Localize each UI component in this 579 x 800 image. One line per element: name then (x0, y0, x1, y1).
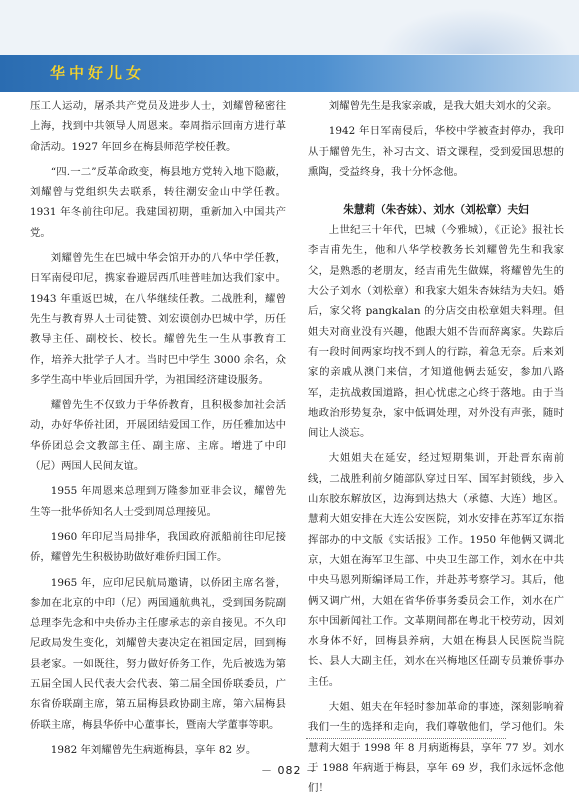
page-header (0, 0, 579, 92)
paragraph: 刘耀曾先生在巴城中华会馆开办的八华中学任教，日军南侵印尼，携家眷避居西爪哇普哇加达我们家中。1943 年重返巴城，在八华继续任教。二战胜利，耀曾先生与教育界人士司徒赞、刘宏谟创办巴城中学，历任教导主任、副校长、校长。耀曾先生一生从事教育工作，培养大批学子人才。当时巴中学生 3000 余名，众多学生高中毕业后回国升学，为祖国经济建设服务。 (30, 252, 286, 386)
page-number: － 082 － (261, 764, 318, 777)
left-column (30, 96, 286, 760)
paragraph: 1942 年日军南侵后，华校中学被查封停办，我印从于耀曾先生，补习古文、语文课程，受到爱国思想的熏陶，受益终身，我十分怀念他。 (308, 125, 564, 178)
header-decoration (380, 8, 570, 54)
paragraph: 耀曾先生不仅致力于华侨教育，且积极参加社会活动，办好华侨社团，开展团结爱国工作，历任雅加达中华侨团总会文教部主任、副主席、主席。增进了中印（尼）两国人民间友谊。 (30, 399, 286, 473)
footer-divider (306, 738, 506, 739)
magazine-title: 华中好儿女 (50, 64, 146, 82)
paragraph: 大姐姐夫在延安，经过短期集训，开赴晋东南前线，二战胜利前夕随部队穿过日军、国军封锁线，步入山东胶东解放区，边海到达热大（承德、大连）地区。慧莉大姐安排在大连公安医院，刘水安排在苏军辽东指挥部办的中文版《实话报》工作。1950 年他俩又调北京，大姐在海军卫生部、中央卫生部工作，刘水在中共中央马恩列斯编译局工作，并赴苏考察学习。其后，他俩又调广州，大姐在省华侨事务委员会工作，刘水在广东中国新闻社工作。文革期间都在粤北干校劳动，因刘水身体不好，回梅县养病，大姐在梅县人民医院当院长、县人大副主任，刘水在兴梅地区任副专员兼侨事办主任。 (308, 452, 564, 688)
section-heading: 朱慧莉（朱杏妹）、刘水（刘松章）夫妇 (343, 204, 529, 217)
paragraph: 刘耀曾先生是我家亲戚，是我大姐夫刘水的父亲。 (328, 100, 558, 112)
paragraph: 1965 年，应印尼民航局邀请，以侨团主席名誉，参加在北京的中印（尼）两国通航典礼，受到国务院副总理李先念和中央侨办主任廖承志的亲自接见。不久印尼政局发生变化，刘耀曾夫妻决定在祖国定居，回到梅县老家。一如既往，努力做好侨务工作，先后被选为第五届全国人民代表大会代表、第二届全国侨联委员，广东省侨联副主席，第五届梅县政协副主席，第六届梅县侨联主席，梅县华侨中心董事长，暨南大学董事等职。 (30, 576, 286, 731)
paragraph: 1960 年印尼当局排华，我国政府派船前往印尼接侨，耀曾先生积极协助做好难侨归国工作。 (30, 530, 286, 564)
paragraph: “四.一二”反革命政变，梅县地方党转入地下隐蔽，刘耀曾与党组织失去联系，转往潮安金山中学任教。1931 年冬前往印尼。我建国初期，重新加入中国共产党。 (30, 165, 286, 239)
paragraph: 压工人运动，屠杀共产党员及进步人士，刘耀曾秘密往上海，找到中共领导人周恩来。奉周指示回南方进行革命活动。1927 年回乡在梅县师范学校任教。 (30, 100, 286, 153)
right-column (308, 96, 564, 799)
paragraph: 1955 年周恩来总理到万隆参加亚非会议，耀曾先生等一批华侨知名人士受到周总理接见。 (30, 485, 286, 518)
paragraph: 上世纪三十年代，巴城（今雅城），《正论》报社长李吉甫先生，他和八华学校教务长刘耀曾先生和我家父，是熟悉的老朋友，经吉甫先生做媒，将耀曾先生的大公子刘水（刘松章）和我家大姐朱杏妹结为夫妇。婚后，家父将 pangkalan 的分店交由松章姐夫料理。但姐夫对商业没有兴趣，他跟大姐不告而辞离家。失踪后有一段时间两家均找不到人的行踪，着急无奈。后来刘家的亲戚从澳门来信，才知道他俩去延安，参加八路军，走抗战救国道路，担心忧虑之心终于落地。由于当地政治形势复杂，家中低调处理，对外没有声张，随时间让人淡忘。 (308, 224, 564, 440)
paragraph: 1982 年刘耀曾先生病逝梅县，享年 82 岁。 (50, 743, 257, 756)
paragraph: 大姐、姐夫在年轻时参加革命的事迹，深刻影响着我们一生的选择和走向，我们尊敬他们，学习他们。朱慧莉大姐于 1998 年 8 月病逝梅县，享年 77 岁。刘水于 1988 年病逝于梅县，享年 69 岁，我们永远怀念他们！ (308, 701, 564, 795)
